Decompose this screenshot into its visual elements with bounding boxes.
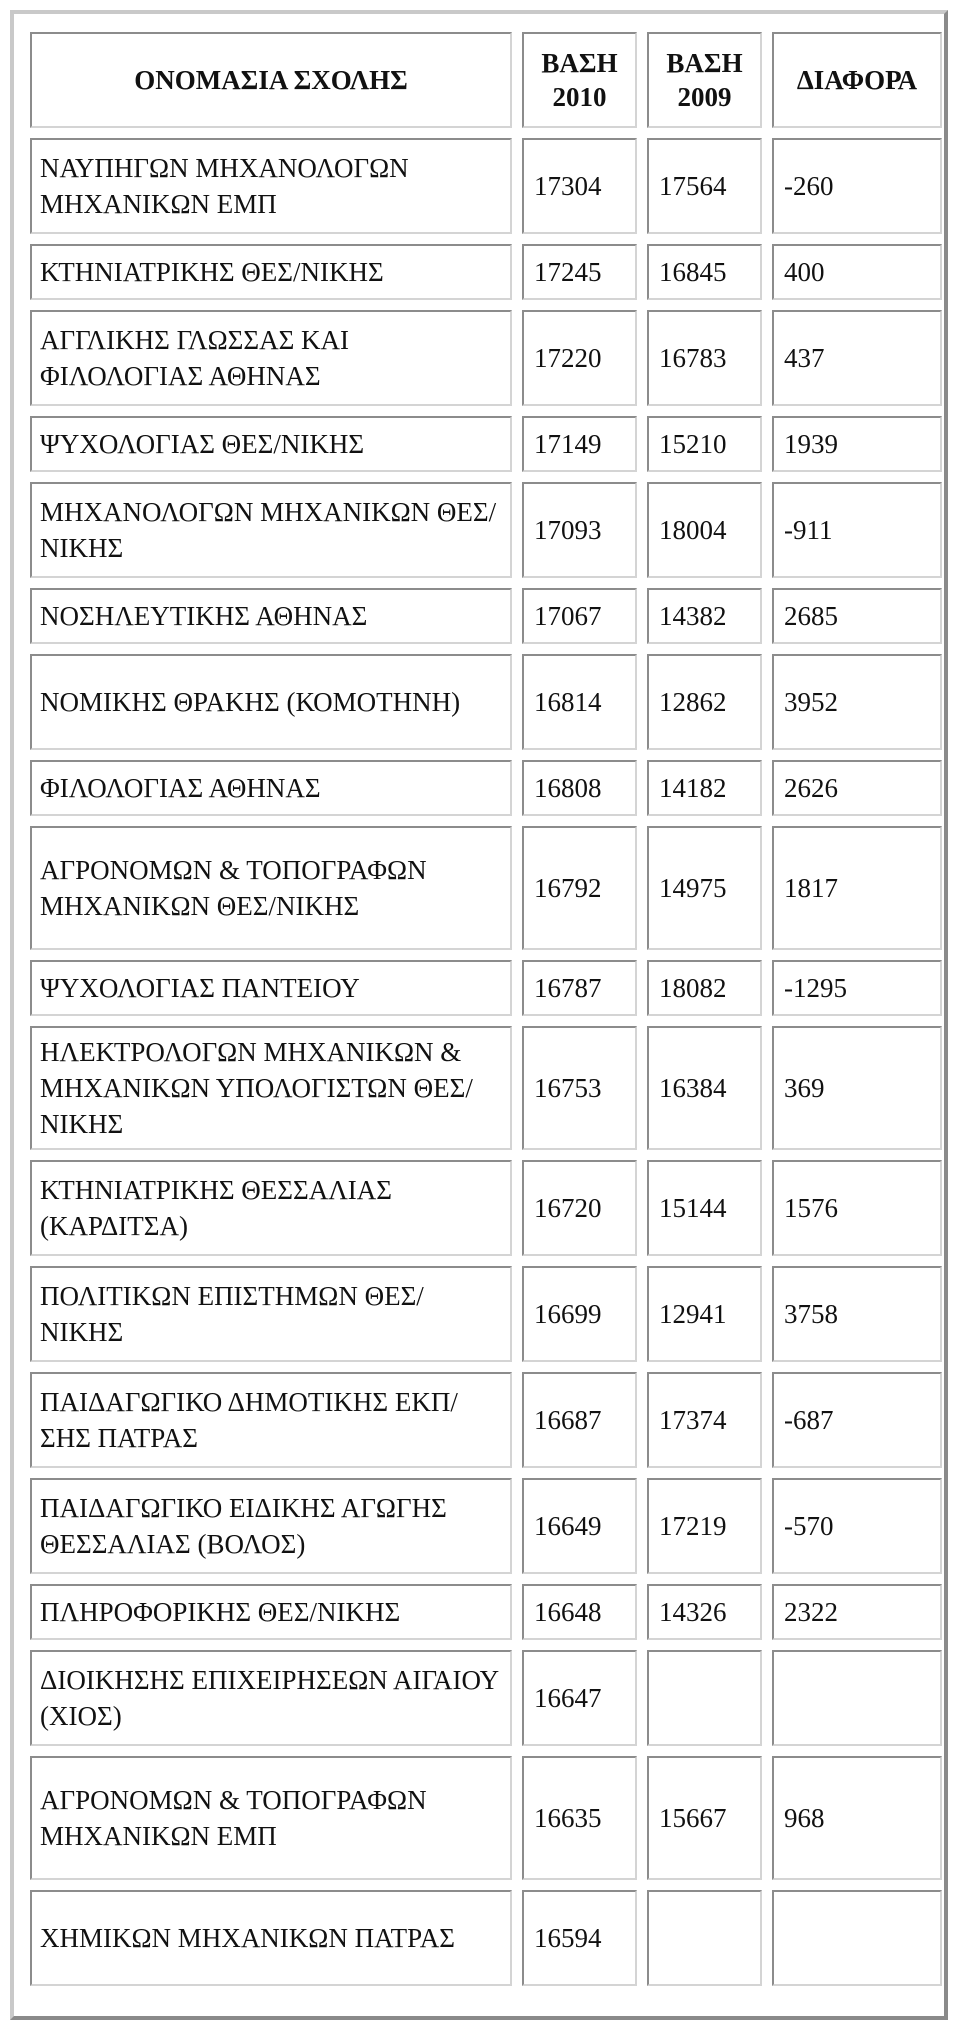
table-row: [30, 588, 942, 644]
school-name: ΚΤΗΝΙΑΤΡΙΚΗΣ ΘΕΣΣΑΛΙΑΣ (ΚΑΡΔΙΤΣΑ): [30, 1160, 512, 1256]
table-row: [30, 1756, 942, 1880]
table-row: [30, 416, 942, 472]
base-2010: 16594: [522, 1890, 637, 1986]
school-name: ΦΙΛΟΛΟΓΙΑΣ ΑΘΗΝΑΣ: [30, 760, 512, 816]
base-2010: 16792: [522, 826, 637, 950]
difference: 2685: [772, 588, 942, 644]
school-name: ΔΙΟΙΚΗΣΗΣ ΕΠΙΧΕΙΡΗΣΕΩΝ ΑΙΓΑΙΟΥ (ΧΙΟΣ): [30, 1650, 512, 1746]
header-base-2009: ΒΑΣΗ 2009: [647, 32, 762, 128]
base-2009: 17564: [647, 138, 762, 234]
base-2010: 16814: [522, 654, 637, 750]
table-row: [30, 1478, 942, 1574]
base-2009: 14326: [647, 1584, 762, 1640]
difference: [772, 1650, 942, 1746]
base-2010: 16720: [522, 1160, 637, 1256]
difference: 2626: [772, 760, 942, 816]
difference: [772, 1890, 942, 1986]
school-name: ΜΗΧΑΝΟΛΟΓΩΝ ΜΗΧΑΝΙΚΩΝ ΘΕΣ/ΝΙΚΗΣ: [30, 482, 512, 578]
base-2009: 14975: [647, 826, 762, 950]
base-2009: [647, 1650, 762, 1746]
base-2009: 18082: [647, 960, 762, 1016]
table-row: [30, 1584, 942, 1640]
difference: 1576: [772, 1160, 942, 1256]
table-row: [30, 654, 942, 750]
table-row: [30, 1160, 942, 1256]
table-row: [30, 1650, 942, 1746]
difference: 369: [772, 1026, 942, 1150]
table-row: [30, 310, 942, 406]
table-row: [30, 960, 942, 1016]
school-name: ΑΓΡΟΝΟΜΩΝ & ΤΟΠΟΓΡΑΦΩΝ ΜΗΧΑΝΙΚΩΝ ΕΜΠ: [30, 1756, 512, 1880]
base-2010: 16699: [522, 1266, 637, 1362]
school-name: ΗΛΕΚΤΡΟΛΟΓΩΝ ΜΗΧΑΝΙΚΩΝ & ΜΗΧΑΝΙΚΩΝ ΥΠΟΛΟΓΙΣΤΩΝ ΘΕΣ/ΝΙΚΗΣ: [30, 1026, 512, 1150]
base-2010: 16648: [522, 1584, 637, 1640]
base-2010: 16687: [522, 1372, 637, 1468]
difference: -260: [772, 138, 942, 234]
school-name: ΨΥΧΟΛΟΓΙΑΣ ΘΕΣ/ΝΙΚΗΣ: [30, 416, 512, 472]
difference: 2322: [772, 1584, 942, 1640]
base-2010: 17093: [522, 482, 637, 578]
school-name: ΠΑΙΔΑΓΩΓΙΚΟ ΕΙΔΙΚΗΣ ΑΓΩΓΗΣ ΘΕΣΣΑΛΙΑΣ (ΒΟΛΟΣ): [30, 1478, 512, 1574]
base-2010: 16753: [522, 1026, 637, 1150]
difference: 1817: [772, 826, 942, 950]
header-base-2010: ΒΑΣΗ 2010: [522, 32, 637, 128]
base-2009: 17374: [647, 1372, 762, 1468]
header-row: [30, 32, 942, 128]
base-2009: 16845: [647, 244, 762, 300]
school-name: ΑΓΓΛΙΚΗΣ ΓΛΩΣΣΑΣ ΚΑΙ ΦΙΛΟΛΟΓΙΑΣ ΑΘΗΝΑΣ: [30, 310, 512, 406]
base-2010: 16649: [522, 1478, 637, 1574]
base-2010: 16787: [522, 960, 637, 1016]
table-row: [30, 482, 942, 578]
base-2010: 17220: [522, 310, 637, 406]
school-name: ΝΟΣΗΛΕΥΤΙΚΗΣ ΑΘΗΝΑΣ: [30, 588, 512, 644]
school-name: ΑΓΡΟΝΟΜΩΝ & ΤΟΠΟΓΡΑΦΩΝ ΜΗΧΑΝΙΚΩΝ ΘΕΣ/ΝΙΚΗΣ: [30, 826, 512, 950]
school-name: ΠΛΗΡΟΦΟΡΙΚΗΣ ΘΕΣ/ΝΙΚΗΣ: [30, 1584, 512, 1640]
base-2010: 16808: [522, 760, 637, 816]
base-2010: 17245: [522, 244, 637, 300]
base-2009: 12862: [647, 654, 762, 750]
base-2010: 17149: [522, 416, 637, 472]
header-difference: ΔΙΑΦΟΡΑ: [772, 32, 942, 128]
table-row: [30, 244, 942, 300]
difference: 3952: [772, 654, 942, 750]
table-frame: [10, 10, 948, 2020]
base-2009: 15144: [647, 1160, 762, 1256]
school-name: ΚΤΗΝΙΑΤΡΙΚΗΣ ΘΕΣ/ΝΙΚΗΣ: [30, 244, 512, 300]
base-2009: [647, 1890, 762, 1986]
difference: -911: [772, 482, 942, 578]
base-2009: 18004: [647, 482, 762, 578]
header-school-name: ΟΝΟΜΑΣΙΑ ΣΧΟΛΗΣ: [30, 32, 512, 128]
base-2009: 14382: [647, 588, 762, 644]
difference: 437: [772, 310, 942, 406]
base-2009: 16384: [647, 1026, 762, 1150]
base-2009: 16783: [647, 310, 762, 406]
school-name: ΝΟΜΙΚΗΣ ΘΡΑΚΗΣ (ΚΟΜΟΤΗΝΗ): [30, 654, 512, 750]
table-row: [30, 1026, 942, 1150]
base-2009: 15210: [647, 416, 762, 472]
table-row: [30, 1890, 942, 1986]
difference: 3758: [772, 1266, 942, 1362]
difference: -687: [772, 1372, 942, 1468]
admission-scores-table: [20, 22, 952, 1996]
base-2010: 16635: [522, 1756, 637, 1880]
table-row: [30, 760, 942, 816]
table-row: [30, 138, 942, 234]
base-2010: 17304: [522, 138, 637, 234]
school-name: ΨΥΧΟΛΟΓΙΑΣ ΠΑΝΤΕΙΟΥ: [30, 960, 512, 1016]
school-name: ΝΑΥΠΗΓΩΝ ΜΗΧΑΝΟΛΟΓΩΝ ΜΗΧΑΝΙΚΩΝ ΕΜΠ: [30, 138, 512, 234]
table-row: [30, 1372, 942, 1468]
difference: 968: [772, 1756, 942, 1880]
difference: 1939: [772, 416, 942, 472]
school-name: ΠΟΛΙΤΙΚΩΝ ΕΠΙΣΤΗΜΩΝ ΘΕΣ/ΝΙΚΗΣ: [30, 1266, 512, 1362]
table-row: [30, 1266, 942, 1362]
difference: 400: [772, 244, 942, 300]
base-2009: 15667: [647, 1756, 762, 1880]
base-2010: 16647: [522, 1650, 637, 1746]
base-2009: 12941: [647, 1266, 762, 1362]
table-row: [30, 826, 942, 950]
school-name: ΧΗΜΙΚΩΝ ΜΗΧΑΝΙΚΩΝ ΠΑΤΡΑΣ: [30, 1890, 512, 1986]
school-name: ΠΑΙΔΑΓΩΓΙΚΟ ΔΗΜΟΤΙΚΗΣ ΕΚΠ/ΣΗΣ ΠΑΤΡΑΣ: [30, 1372, 512, 1468]
base-2009: 17219: [647, 1478, 762, 1574]
base-2010: 17067: [522, 588, 637, 644]
difference: -1295: [772, 960, 942, 1016]
difference: -570: [772, 1478, 942, 1574]
base-2009: 14182: [647, 760, 762, 816]
